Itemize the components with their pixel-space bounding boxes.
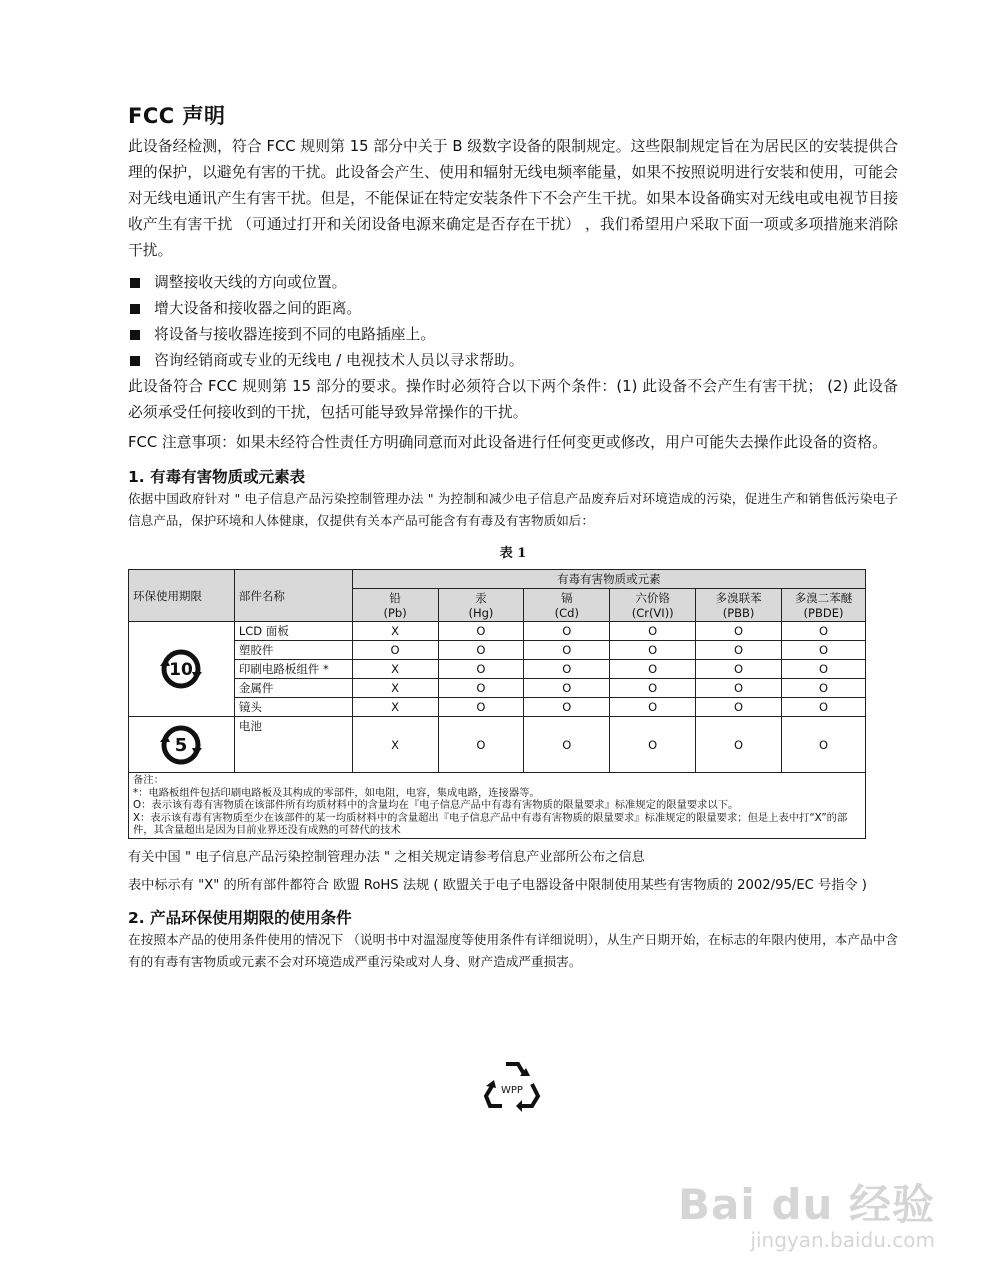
table-row: 5 电池 X O O O O O bbox=[129, 717, 866, 773]
table-notes-row bbox=[129, 773, 866, 839]
header-substance: 铅 (Pb) bbox=[352, 589, 438, 622]
section-1-intro: 依据中国政府针对 " 电子信息产品污染控制管理办法 " 为控制和减少电子信息产品废弃后对环境造成的污染，促进生产和销售低污染电子信息产品，保护环境和人体健康，仅提供有关本产品可能含有有毒及有害物质如后： bbox=[128, 491, 898, 528]
rohs-note: 表中标示有 "X" 的所有部件都符合 欧盟 RoHS 法规 ( 欧盟关于电子电器设备中限制使用某些有害物质的 2002/95/EC 号指令 ) bbox=[128, 877, 867, 893]
square-bullet-icon bbox=[130, 330, 140, 340]
watermark-url: jingyan.baidu.com bbox=[750, 1228, 935, 1252]
table-row: 10 LCD 面板 X O O O O O bbox=[129, 622, 866, 641]
square-bullet-icon bbox=[130, 278, 140, 288]
bullet-item: 增大设备和接收器之间的距离。 bbox=[128, 296, 898, 322]
bullet-item: 调整接收天线的方向或位置。 bbox=[128, 270, 898, 296]
header-period: 环保使用期限 bbox=[129, 570, 235, 622]
table-caption: 表 1 bbox=[499, 546, 527, 561]
header-substance: 六价铬 (Cr(VI)) bbox=[610, 589, 696, 622]
fcc-paragraph-3: FCC 注意事项：如果未经符合性责任方明确同意而对此设备进行任何变更或修改，用户可能失去操作此设备的资格。 bbox=[128, 434, 887, 451]
bullet-item: 咨询经销商或专业的无线电 / 电视技术人员以寻求帮助。 bbox=[128, 348, 898, 374]
watermark-brand: Bai du 经验 bbox=[678, 1180, 935, 1229]
epup-5-year-icon bbox=[156, 720, 206, 770]
document-page bbox=[128, 100, 898, 973]
header-part-name: 部件名称 bbox=[234, 570, 352, 622]
recycle-icon bbox=[480, 1058, 544, 1114]
table-row: 镜头 X O O O O O bbox=[129, 698, 866, 717]
section-2-text: 在按照本产品的使用条件使用的情况下 （说明书中对温湿度等使用条件有详细说明），从生产日期开始，在标志的年限内使用，本产品中含有的有毒有害物质或元素不会对环境造成严重污染或对人身、财产造成严重损害。 bbox=[128, 931, 898, 969]
period-5-cell bbox=[129, 717, 235, 773]
svg-text:5: 5 bbox=[175, 734, 188, 756]
fcc-paragraph-2: 此设备符合 FCC 规则第 15 部分的要求。操作时必须符合以下两个条件：(1) 此设备不会产生有害干扰； (2) 此设备必须承受任何接收到的干扰，包括可能导致异常操作的干扰。 bbox=[128, 378, 898, 421]
fcc-bullet-list bbox=[128, 270, 898, 374]
hazardous-substance-table bbox=[128, 569, 866, 839]
header-substance: 多溴二苯醚 (PBDE) bbox=[782, 589, 866, 622]
period-10-cell bbox=[129, 622, 235, 717]
recycle-wpp-symbol bbox=[480, 1058, 544, 1118]
svg-text:WPP: WPP bbox=[501, 1085, 523, 1096]
header-substance: 汞 (Hg) bbox=[438, 589, 524, 622]
section-2-heading: 2. 产品环保使用期限的使用条件 bbox=[128, 908, 352, 927]
table-row: 金属件 X O O O O O bbox=[129, 679, 866, 698]
china-regulation-note: 有关中国 " 电子信息产品污染控制管理办法 " 之相关规定请参考信息产业部所公布之信息 bbox=[128, 849, 645, 865]
header-substance: 多溴联苯 (PBB) bbox=[696, 589, 782, 622]
baidu-jingyan-watermark bbox=[678, 1172, 935, 1252]
bullet-item: 将设备与接收器连接到不同的电路插座上。 bbox=[128, 322, 898, 348]
square-bullet-icon bbox=[130, 304, 140, 314]
svg-text:10: 10 bbox=[169, 660, 194, 680]
fcc-paragraph-1: 此设备经检测，符合 FCC 规则第 15 部分中关于 B 级数字设备的限制规定。这些限制规定旨在为居民区的安装提供合理的保护，以避免有害的干扰。此设备会产生、使用和辐射无线电频率能量，如果不按照说明进行安装和使用，可能会对无线电通讯产生有害干扰。但是，不能保证在特定安装条件下不会产生干扰。如果本设备确实对无线电或电视节目接收产生有害干扰 （可通过打开和关闭设备电源来确定是否存在干扰） ，我们希望用户采取下面一项或多项措施来消除干扰。 bbox=[128, 138, 898, 259]
header-substance-group: 有毒有害物质或元素 bbox=[352, 570, 865, 589]
table-row: 塑胶件 O O O O O O bbox=[129, 641, 866, 660]
table-notes: 备注： *：电路板组件包括印刷电路板及其构成的零部件，如电阻，电容，集成电路，连接器等。 O：表示该有毒有害物质在该部件所有均质材料中的含量均在『电子信息产品中有毒有害物质的限量要求』标准规定的限量要求以下。 X：表示该有毒有害物质至少在该部件的某一均质材料中的含量超出『电子信息产品中有毒有害物质的限量要求』标准规定的限量要求；但是上表中打“X”的部件，其含量超出是因为目前业界还没有成熟的可替代的技术 bbox=[129, 773, 866, 839]
section-1-heading: 1. 有毒有害物质或元素表 bbox=[128, 468, 306, 486]
epup-10-year-icon bbox=[156, 644, 206, 694]
header-substance: 镉 (Cd) bbox=[524, 589, 610, 622]
table-row: 印刷电路板组件 * X O O O O O bbox=[129, 660, 866, 679]
square-bullet-icon bbox=[130, 356, 140, 366]
fcc-title: FCC 声明 bbox=[128, 104, 226, 128]
